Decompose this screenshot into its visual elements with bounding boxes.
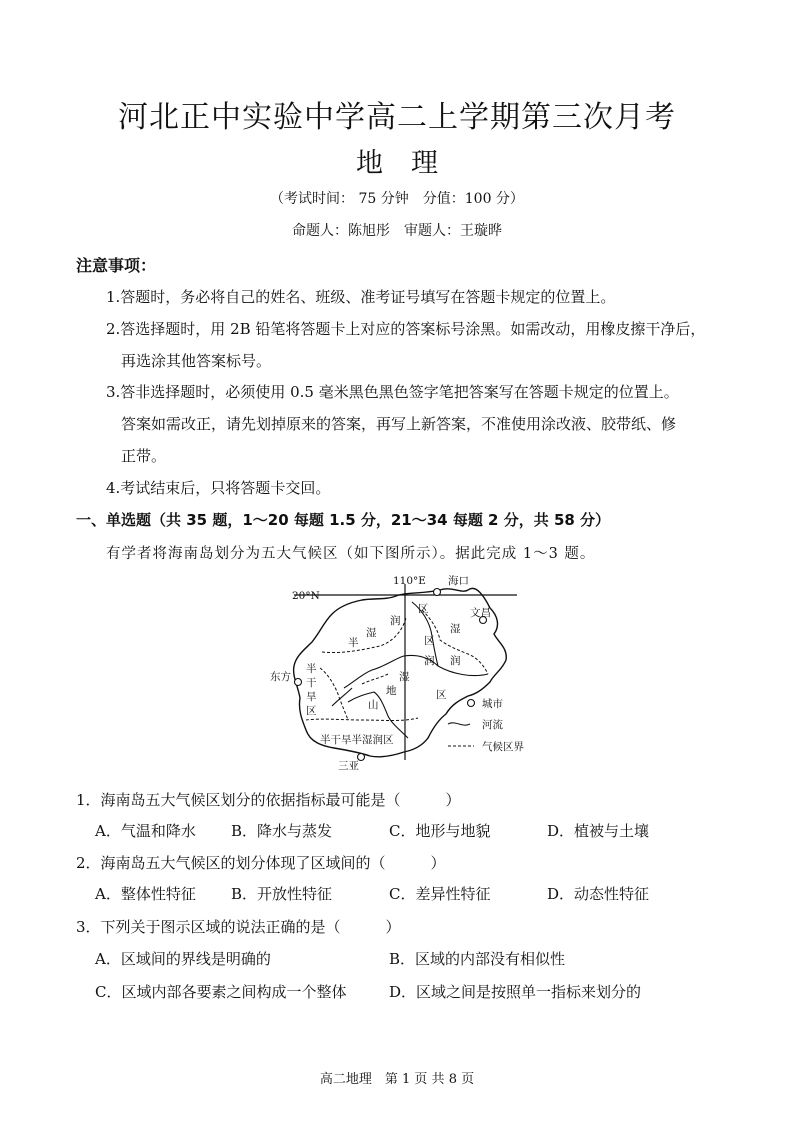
exam-info: （考试时间： 75 分钟 分值：100 分） [270, 191, 524, 207]
legend-city-label: 城市 [482, 698, 503, 710]
section-intro: 有学者将海南岛划分为五大气候区（如下图所示）。据此完成 1～3 题。 [106, 546, 596, 562]
page-footer: 高二地理 第 1 页 共 8 页 [319, 1072, 475, 1087]
question-3-stem: 3．下列关于图示区域的说法正确的是（ ） [76, 918, 401, 936]
question-1-option-c[interactable]: C．地形与地貌 [389, 822, 491, 840]
legend-river-icon [448, 723, 470, 725]
notice-heading: 注意事项： [76, 256, 157, 275]
notice-line: 答案如需改正，请先划掉原来的答案，再写上新答案，不准使用涂改液、胶带纸、修 [121, 415, 677, 433]
notice-line: 2.答选择题时，用 2B 铅笔将答题卡上对应的答案标号涂黑。如需改动，用橡皮擦干净后， [106, 320, 706, 338]
notice-line: 1.答题时，务必将自己的姓名、班级、准考证号填写在答题卡规定的位置上。 [106, 288, 616, 306]
region-char: 区 [436, 689, 447, 701]
exam-authors: 命题人：陈旭彤 审题人：王璇晔 [292, 223, 502, 239]
region-char: 润 [390, 615, 401, 627]
bottom-region-label: 半干旱半湿润区 [320, 734, 394, 746]
legend-boundary-label: 气候区界 [482, 741, 524, 753]
subject-title: 地理 [356, 148, 466, 179]
question-3-option-c[interactable]: C．区域内部各要素之间构成一个整体 [95, 983, 347, 1001]
question-2-option-d[interactable]: D．动态性特征 [547, 885, 650, 903]
city-label-sanya: 三亚 [338, 760, 359, 772]
region-char: 湿 [450, 623, 461, 635]
legend-city-icon [468, 700, 475, 707]
question-1-option-b[interactable]: B．降水与蒸发 [231, 822, 333, 840]
region-char: 地 [386, 685, 397, 697]
notice-line: 3.答非选择题时，必须使用 0.5 毫米黑色黑色签字笔把答案写在答题卡规定的位置上。 [106, 383, 679, 401]
region-char: 旱 [306, 691, 317, 703]
region-char: 干 [306, 677, 317, 689]
river [344, 655, 488, 688]
question-3-option-d[interactable]: D．区域之间是按照单一指标来划分的 [389, 983, 642, 1001]
climate-boundary [306, 718, 418, 721]
region-char: 湿 [366, 627, 377, 639]
river [332, 688, 352, 706]
section-heading: 一、单选题（共 35 题，1～20 每题 1.5 分，21～34 每题 2 分，共 58 分） [76, 511, 611, 529]
question-3-option-b[interactable]: B．区域的内部没有相似性 [389, 950, 566, 968]
legend-river-label: 河流 [482, 719, 503, 731]
question-2-stem: 2．海南岛五大气候区的划分体现了区域间的（ ） [76, 854, 446, 872]
region-char: 区 [418, 603, 429, 615]
question-1-option-d[interactable]: D．植被与土壤 [547, 822, 650, 840]
hainan-climate-map [262, 570, 562, 775]
city-marker-dongfang [295, 679, 302, 686]
city-marker-haikou [434, 589, 441, 596]
region-char: 半 [348, 637, 359, 649]
question-2-option-c[interactable]: C．差异性特征 [389, 885, 491, 903]
region-char: 区 [424, 635, 435, 647]
notice-line: 正带。 [121, 447, 167, 465]
exam-title: 河北正中实验中学高二上学期第三次月考 [118, 100, 676, 135]
climate-boundary [320, 668, 348, 720]
region-char: 润 [424, 655, 435, 667]
region-char: 润 [450, 655, 461, 667]
region-char: 湿 [399, 671, 410, 683]
question-3-option-a[interactable]: A．区域间的界线是明确的 [95, 950, 271, 968]
city-label-wenchang: 文昌 [470, 607, 491, 619]
region-char: 区 [306, 705, 317, 717]
longitude-label: 110°E [393, 575, 426, 587]
climate-boundary [362, 674, 388, 684]
question-1-stem: 1．海南岛五大气候区划分的依据指标最可能是（ ） [76, 791, 461, 809]
notice-line: 4.考试结束后，只将答题卡交回。 [106, 479, 331, 497]
question-2-option-a[interactable]: A．整体性特征 [95, 885, 196, 903]
city-label-haikou: 海口 [448, 575, 469, 587]
latitude-label: 20°N [292, 590, 320, 602]
notice-line: 再选涂其他答案标号。 [121, 352, 272, 370]
city-label-dongfang: 东方 [270, 671, 291, 683]
region-char: 山 [368, 699, 379, 711]
region-char: 半 [306, 663, 317, 675]
question-1-option-a[interactable]: A．气温和降水 [95, 822, 196, 840]
question-2-option-b[interactable]: B．开放性特征 [231, 885, 333, 903]
